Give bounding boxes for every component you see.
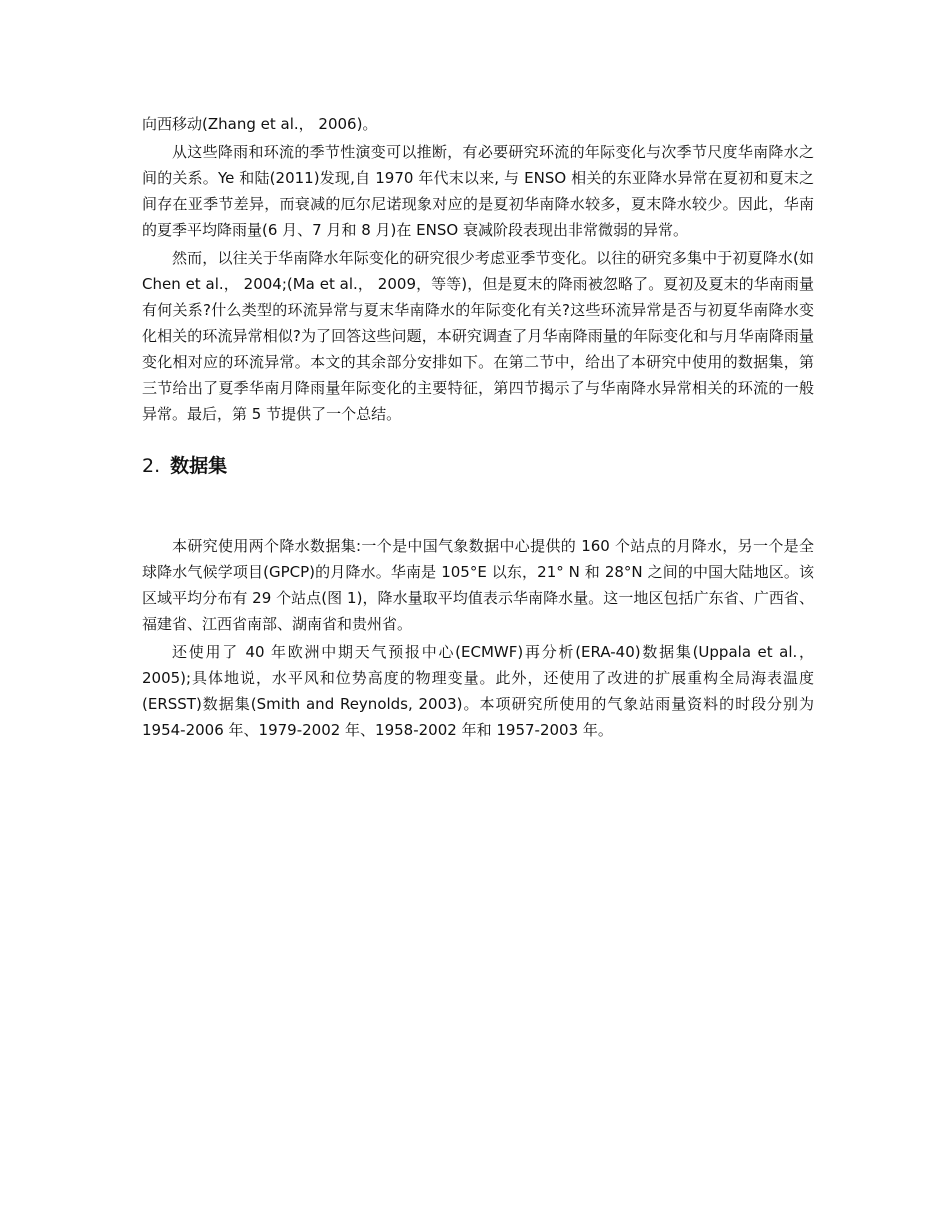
data-paragraph-precipitation: 本研究使用两个降水数据集:一个是中国气象数据中心提供的 160 个站点的月降水，另一个是全球降水气候学项目(GPCP)的月降水。华南是 105°E 以东，21° N 和 28°N 之间的中国大陆地区。该区域平均分布有 29 个站点(图 1)，降水量取平均值表示华南降水量。这一地区包括广东省、广西省、福建省、江西省南部、湖南省和贵州省。	[142, 537, 814, 633]
section-number: 2.	[142, 455, 161, 477]
intro-paragraph-seasonal-evolution: 从这些降雨和环流的季节性演变可以推断，有必要研究环流的年际变化与次季节尺度华南降水之间的关系。Ye 和陆(2011)发现,自 1970 年代末以来, 与 ENSO 相关的东亚降水异常在夏初和夏末之间存在亚季节差异，而衰减的厄尔尼诺现象对应的是夏初华南降水较多，夏末降水较少。因此，华南的夏季平均降雨量(6 月、7 月和 8 月)在 ENSO 衰减阶段表现出非常微弱的异常。	[142, 143, 814, 239]
document-body	[142, 111, 814, 745]
intro-paragraph-research-questions: 然而，以往关于华南降水年际变化的研究很少考虑亚季节变化。以往的研究多集中于初夏降水(如 Chen et al.， 2004;(Ma et al.， 2009，等等)，但是夏末的降雨被忽略了。夏初及夏末的华南雨量有何关系?什么类型的环流异常与夏末华南降水的年际变化有关?这些环流异常是否与初夏华南降水变化相关的环流异常相似?为了回答这些问题，本研究调查了月华南降雨量的年际变化和与月华南降雨量变化相对应的环流异常。本文的其余部分安排如下。在第二节中，给出了本研究中使用的数据集，第三节给出了夏季华南月降雨量年际变化的主要特征，第四节揭示了与华南降水异常相关的环流的一般异常。最后，第 5 节提供了一个总结。	[142, 249, 814, 423]
section-heading	[142, 451, 814, 481]
data-paragraph-reanalysis: 还使用了 40 年欧洲中期天气预报中心(ECMWF)再分析(ERA-40)数据集(Uppala et al.，2005);具体地说，水平风和位势高度的物理变量。此外，还使用了改进的扩展重构全局海表温度(ERSST)数据集(Smith and Reynolds, 2003)。本项研究所使用的气象站雨量资料的时段分别为 1954-2006 年、1979-2002 年、1958-2002 年和 1957-2003 年。	[142, 643, 814, 739]
intro-paragraph-continuation: 向西移动(Zhang et al.， 2006)。	[142, 115, 378, 133]
section-title: 数据集	[170, 455, 228, 477]
section-body	[142, 533, 814, 743]
